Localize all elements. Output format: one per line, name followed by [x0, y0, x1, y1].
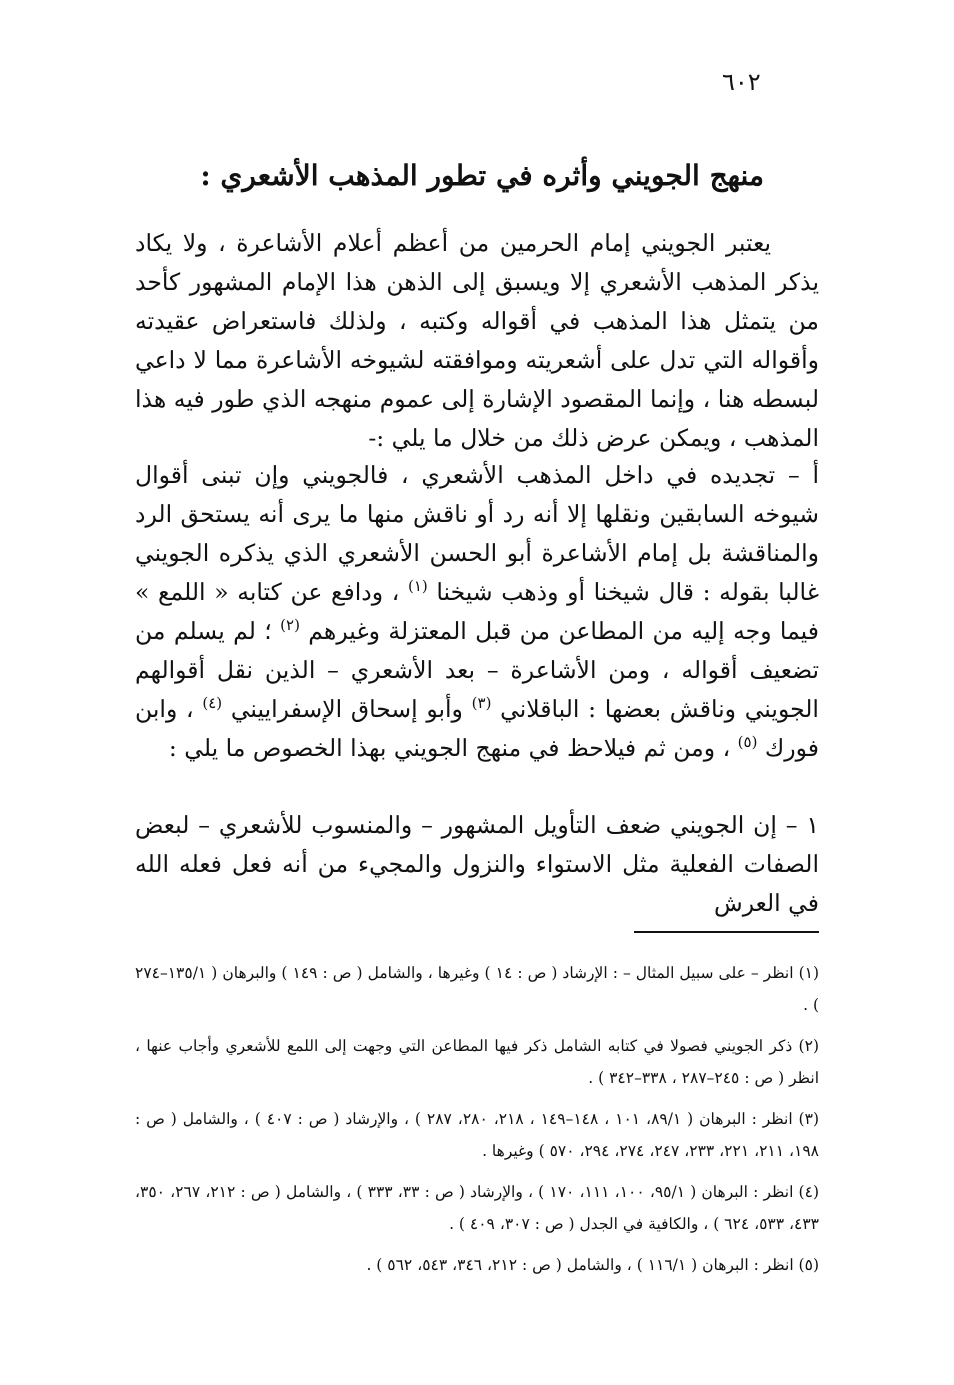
text-segment: ، ومن ثم فيلاحظ في منهج الجويني بهذا الخصوص ما يلي : [168, 734, 731, 762]
text-segment: أ – تجديده في داخل المذهب الأشعري ، فالجويني وإن تبنى أقوال شيوخه السابقين ونقلها إلا أنه رد أو ناقش منها ما يرى أنه يستحق الرد والمناقشة بل إمام الأشاعرة أبو الحسن الأشعري الذي يذكره الجويني غالبا بقوله : قال شيخنا أو وذهب شيخنا [135, 461, 819, 606]
footnote-1: (١) انظر – على سبيل المثال – : الإرشاد ( ص : ١٤ ) وغيرها ، والشامل ( ص : ١٤٩ ) والبرهان ( ١٣٥/١–٢٧٤ ) . [135, 964, 820, 1014]
paragraph-renewal-within-school [135, 456, 819, 768]
paragraph-text: يعتبر الجويني إمام الحرمين من أعظم أعلام الأشاعرة ، ولا يكاد يذكر المذهب الأشعري إلا ويسبق إلى الذهن هذا الإمام المشهور كأحد من يتمثل هذا المذهب في أقواله وكتبه ، ولذلك فاستعراض عقيدته وأقواله التي تدل على أشعريته وموافقته لشيوخه الأشاعرة مما لا داعي لبسطه هنا ، وإنما المقصود الإشارة إلى عموم منهجه الذي طور فيه هذا المذهب ، ويمكن عرض ذلك من خلال ما يلي :- [135, 229, 819, 452]
page-number: ٦٠٢ [722, 68, 761, 96]
paragraph-text [135, 456, 819, 768]
text-segment: ، ودافع عن كتابه « اللمع » فيما وجه إليه من المطاعن من قبل المعتزلة وغيرهم [135, 578, 819, 645]
paragraph-text: ١ – إن الجويني ضعف التأويل المشهور – والمنسوب للأشعري – لبعض الصفات الفعلية مثل الاستواء والنزول والمجيء من أنه فعل فعله الله في العرش [135, 811, 819, 917]
section-heading: منهج الجويني وأثره في تطور المذهب الأشعري : [200, 158, 764, 192]
footnote-reference-4: (٤) [202, 694, 223, 713]
text-segment: ، وابن فورك [135, 695, 819, 762]
footnote-2: (٢) ذكر الجويني فصولا في كتابه الشامل ذكر فيها المطاعن التي وجهت إلى اللمع للأشعري وأجاب عنها ، انظر ( ص : ٢٤٥–٢٨٧ ، ٣٣٨–٣٤٢ ) . [135, 1037, 819, 1087]
footnotes [135, 957, 819, 1281]
footnote-4: (٤) انظر : البرهان ( ٩٥/١، ١٠٠، ١١١، ١٧٠ ) ، والإرشاد ( ص : ٣٣، ٣٣٣ ) ، والشامل ( ص : ٢١٢، ٢٦٧، ٣٥٠، ٤٣٣، ٥٣٣، ٦٢٤ ) ، والكافية في الجدل ( ص : ٣٠٧، ٤٠٩ ) . [135, 1183, 819, 1233]
text-segment: وأبو إسحاق الإسفراييني [230, 695, 463, 723]
footnote-reference-2: (٢) [280, 616, 300, 635]
text-segment: ؛ لم يسلم من تضعيف أقواله ، ومن الأشاعرة – بعد الأشعري – الذين نقل أقوالهم الجويني وناقش بعضها : الباقلاني [135, 617, 819, 723]
footnote-3: (٣) انظر : البرهان ( ٨٩/١، ١٠١ ، ١٤٨–١٤٩ ، ٢١٨، ٢٨٠، ٢٨٧ ) ، والإرشاد ( ص : ٤٠٧ ) ، والشامل ( ص : ١٩٨، ٢١١، ٢٢١، ٢٣٣، ٢٤٧، ٢٧٤، ٢٩٤، ٥٧٠ ) وغيرها . [135, 1110, 819, 1160]
footnote-5: (٥) انظر : البرهان ( ١١٦/١ ) ، والشامل ( ص : ٢١٢، ٣٤٦، ٥٤٣، ٥٦٢ ) . [366, 1256, 819, 1274]
paragraph-introduction [135, 224, 819, 458]
footnote-reference-3: (٣) [471, 694, 492, 713]
paragraph-point-one [135, 806, 819, 923]
footnote-reference-5: (٥) [737, 733, 758, 752]
footnote-reference-1: (١) [407, 577, 428, 596]
footnote-separator [634, 931, 819, 933]
